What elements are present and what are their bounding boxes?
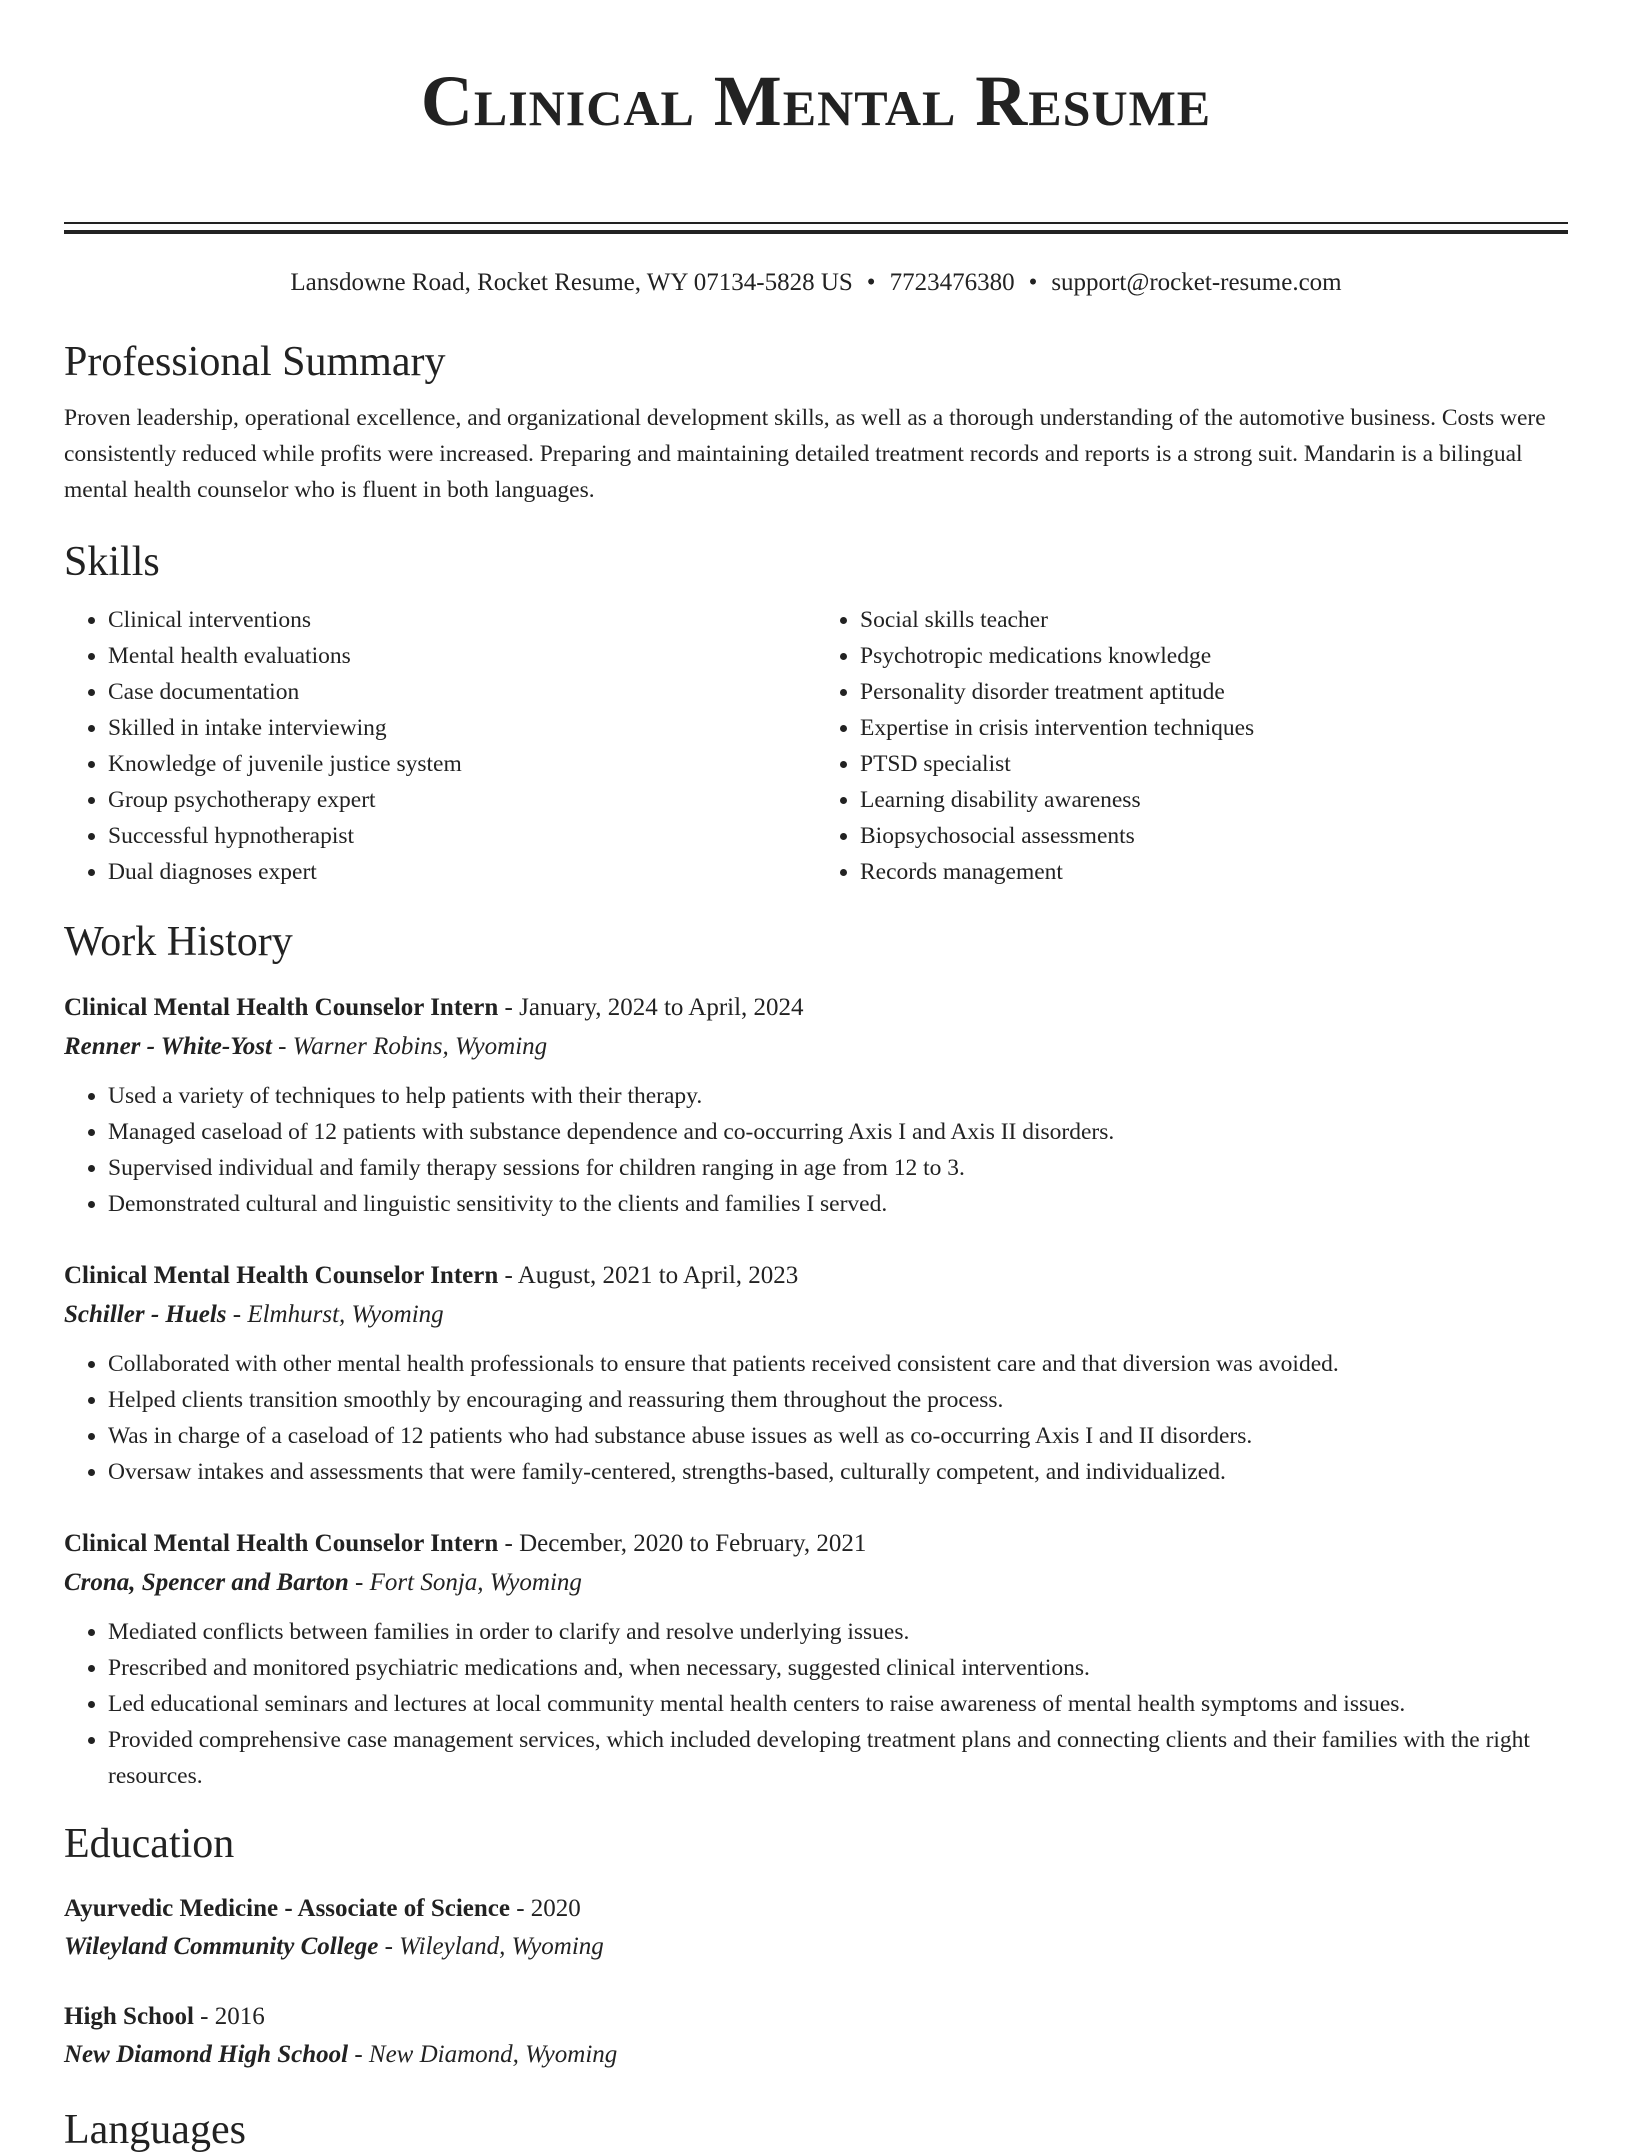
skills-column-left [64,602,816,890]
education-year: - 2020 [509,1895,581,1922]
job-bullet: • Was in charge of a caseload of 12 patients who had substance abuse issues as well as co-occurring Axis I and II disorders. [108,1418,1568,1454]
education-school: New Diamond High School [64,2041,349,2068]
contact-separator: • [1028,269,1038,296]
skill-item: • Successful hypnotherapist [108,818,816,854]
summary-text: Proven leadership, operational excellence, and organizational development skills, as well as a thorough understanding of the automotive business. Costs were consistently reduced while profits were increased. Preparing and maintaining detailed treatment records and reports is a strong suit. Mandarin is a bilingual mental health counselor who is fluent in both languages. [64,405,1546,503]
summary-heading: Professional Summary [64,339,446,385]
job-title-line [64,1256,1568,1296]
job-title-line [64,1524,1568,1564]
job-location: - Warner Robins, Wyoming [271,1033,548,1060]
contact-email: support@rocket-resume.com [1051,269,1342,296]
job-bullet: • Supervised individual and family therapy sessions for children ranging in age from 12 to 3. [108,1150,1568,1186]
contact-address: Lansdowne Road, Rocket Resume, WY 07134-5828 US [290,269,853,296]
education-heading: Education [64,1821,235,1867]
education-degree: Ayurvedic Medicine - Associate of Science [64,1895,510,1922]
languages-heading: Languages [64,2107,246,2153]
job-bullets [64,1078,1568,1222]
work-history-heading: Work History [64,919,293,965]
education-degree-line [64,1998,1568,2036]
contact-line [64,266,1568,300]
skill-item: • Biopsychosocial assessments [860,818,1568,854]
job-company: Renner - White-Yost [64,1033,272,1060]
job-bullets [64,1346,1568,1490]
job-bullet: • Helped clients transition smoothly by encouraging and reassuring them throughout the process. [108,1382,1568,1418]
education-year: - 2016 [193,2003,265,2030]
job-bullet: • Oversaw intakes and assessments that were family-centered, strengths-based, culturally competent, and individualized. [108,1454,1568,1490]
job-bullet: • Used a variety of techniques to help patients with their therapy. [108,1078,1568,1114]
contact-phone: 7723476380 [889,269,1015,296]
skill-item: • Mental health evaluations [108,638,816,674]
education-school-line [64,2036,1568,2074]
education-entry [64,1998,1568,2074]
job-company: Crona, Spencer and Barton [64,1569,349,1596]
job-bullet: • Managed caseload of 12 patients with substance dependence and co-occurring Axis I and Axis II disorders. [108,1114,1568,1150]
skill-item: • Records management [860,854,1568,890]
skill-item: • Social skills teacher [860,602,1568,638]
job-company: Schiller - Huels [64,1301,227,1328]
skill-item: • Knowledge of juvenile justice system [108,746,816,782]
skill-item: • Group psychotherapy expert [108,782,816,818]
job-location: - Fort Sonja, Wyoming [348,1569,582,1596]
education-entry [64,1890,1568,1966]
job-dates: - January, 2024 to April, 2024 [498,994,804,1021]
job-entry [64,988,1568,1222]
skill-item: • Psychotropic medications knowledge [860,638,1568,674]
skills-heading: Skills [64,539,160,585]
job-dates: - August, 2021 to April, 2023 [498,1262,799,1289]
job-bullet: • Provided comprehensive case management services, which included developing treatment plans and connecting clients and their families with the right resources. [108,1722,1568,1794]
job-title: Clinical Mental Health Counselor Intern [64,994,499,1021]
job-bullet: • Mediated conflicts between families in order to clarify and resolve underlying issues. [108,1614,1568,1650]
job-bullet: • Prescribed and monitored psychiatric medications and, when necessary, suggested clinical interventions. [108,1650,1568,1686]
job-dates: - December, 2020 to February, 2021 [498,1530,867,1557]
job-entry [64,1256,1568,1490]
job-bullet: • Led educational seminars and lectures at local community mental health centers to raise awareness of mental health symptoms and issues. [108,1686,1568,1722]
job-company-line [64,1564,1568,1602]
education-degree-line [64,1890,1568,1928]
title-divider-thick [64,230,1568,234]
skill-item: • Skilled in intake interviewing [108,710,816,746]
job-location: - Elmhurst, Wyoming [226,1301,444,1328]
education-school-line [64,1928,1568,1966]
title-divider-thin [64,222,1568,224]
resume-title: Clinical Mental Resume [420,61,1212,141]
job-bullets [64,1614,1568,1794]
education-degree: High School [64,2003,194,2030]
job-title: Clinical Mental Health Counselor Intern [64,1530,499,1557]
skills-list [64,602,1568,890]
skills-column-right [816,602,1568,890]
skill-item: • Personality disorder treatment aptitude [860,674,1568,710]
job-entry [64,1524,1568,1794]
contact-separator: • [866,269,876,296]
job-bullet: • Demonstrated cultural and linguistic sensitivity to the clients and families I served. [108,1186,1568,1222]
education-location: - New Diamond, Wyoming [348,2041,618,2068]
skill-item: • Expertise in crisis intervention techniques [860,710,1568,746]
job-title: Clinical Mental Health Counselor Intern [64,1262,499,1289]
education-location: - Wileyland, Wyoming [378,1933,604,1960]
skill-item: • Dual diagnoses expert [108,854,816,890]
skill-item: • Learning disability awareness [860,782,1568,818]
job-bullet: • Collaborated with other mental health professionals to ensure that patients received consistent care and that diversion was avoided. [108,1346,1568,1382]
job-company-line [64,1296,1568,1334]
skill-item: • PTSD specialist [860,746,1568,782]
job-company-line [64,1028,1568,1066]
job-title-line [64,988,1568,1028]
skill-item: • Case documentation [108,674,816,710]
skill-item: • Clinical interventions [108,602,816,638]
education-school: Wileyland Community College [64,1933,379,1960]
